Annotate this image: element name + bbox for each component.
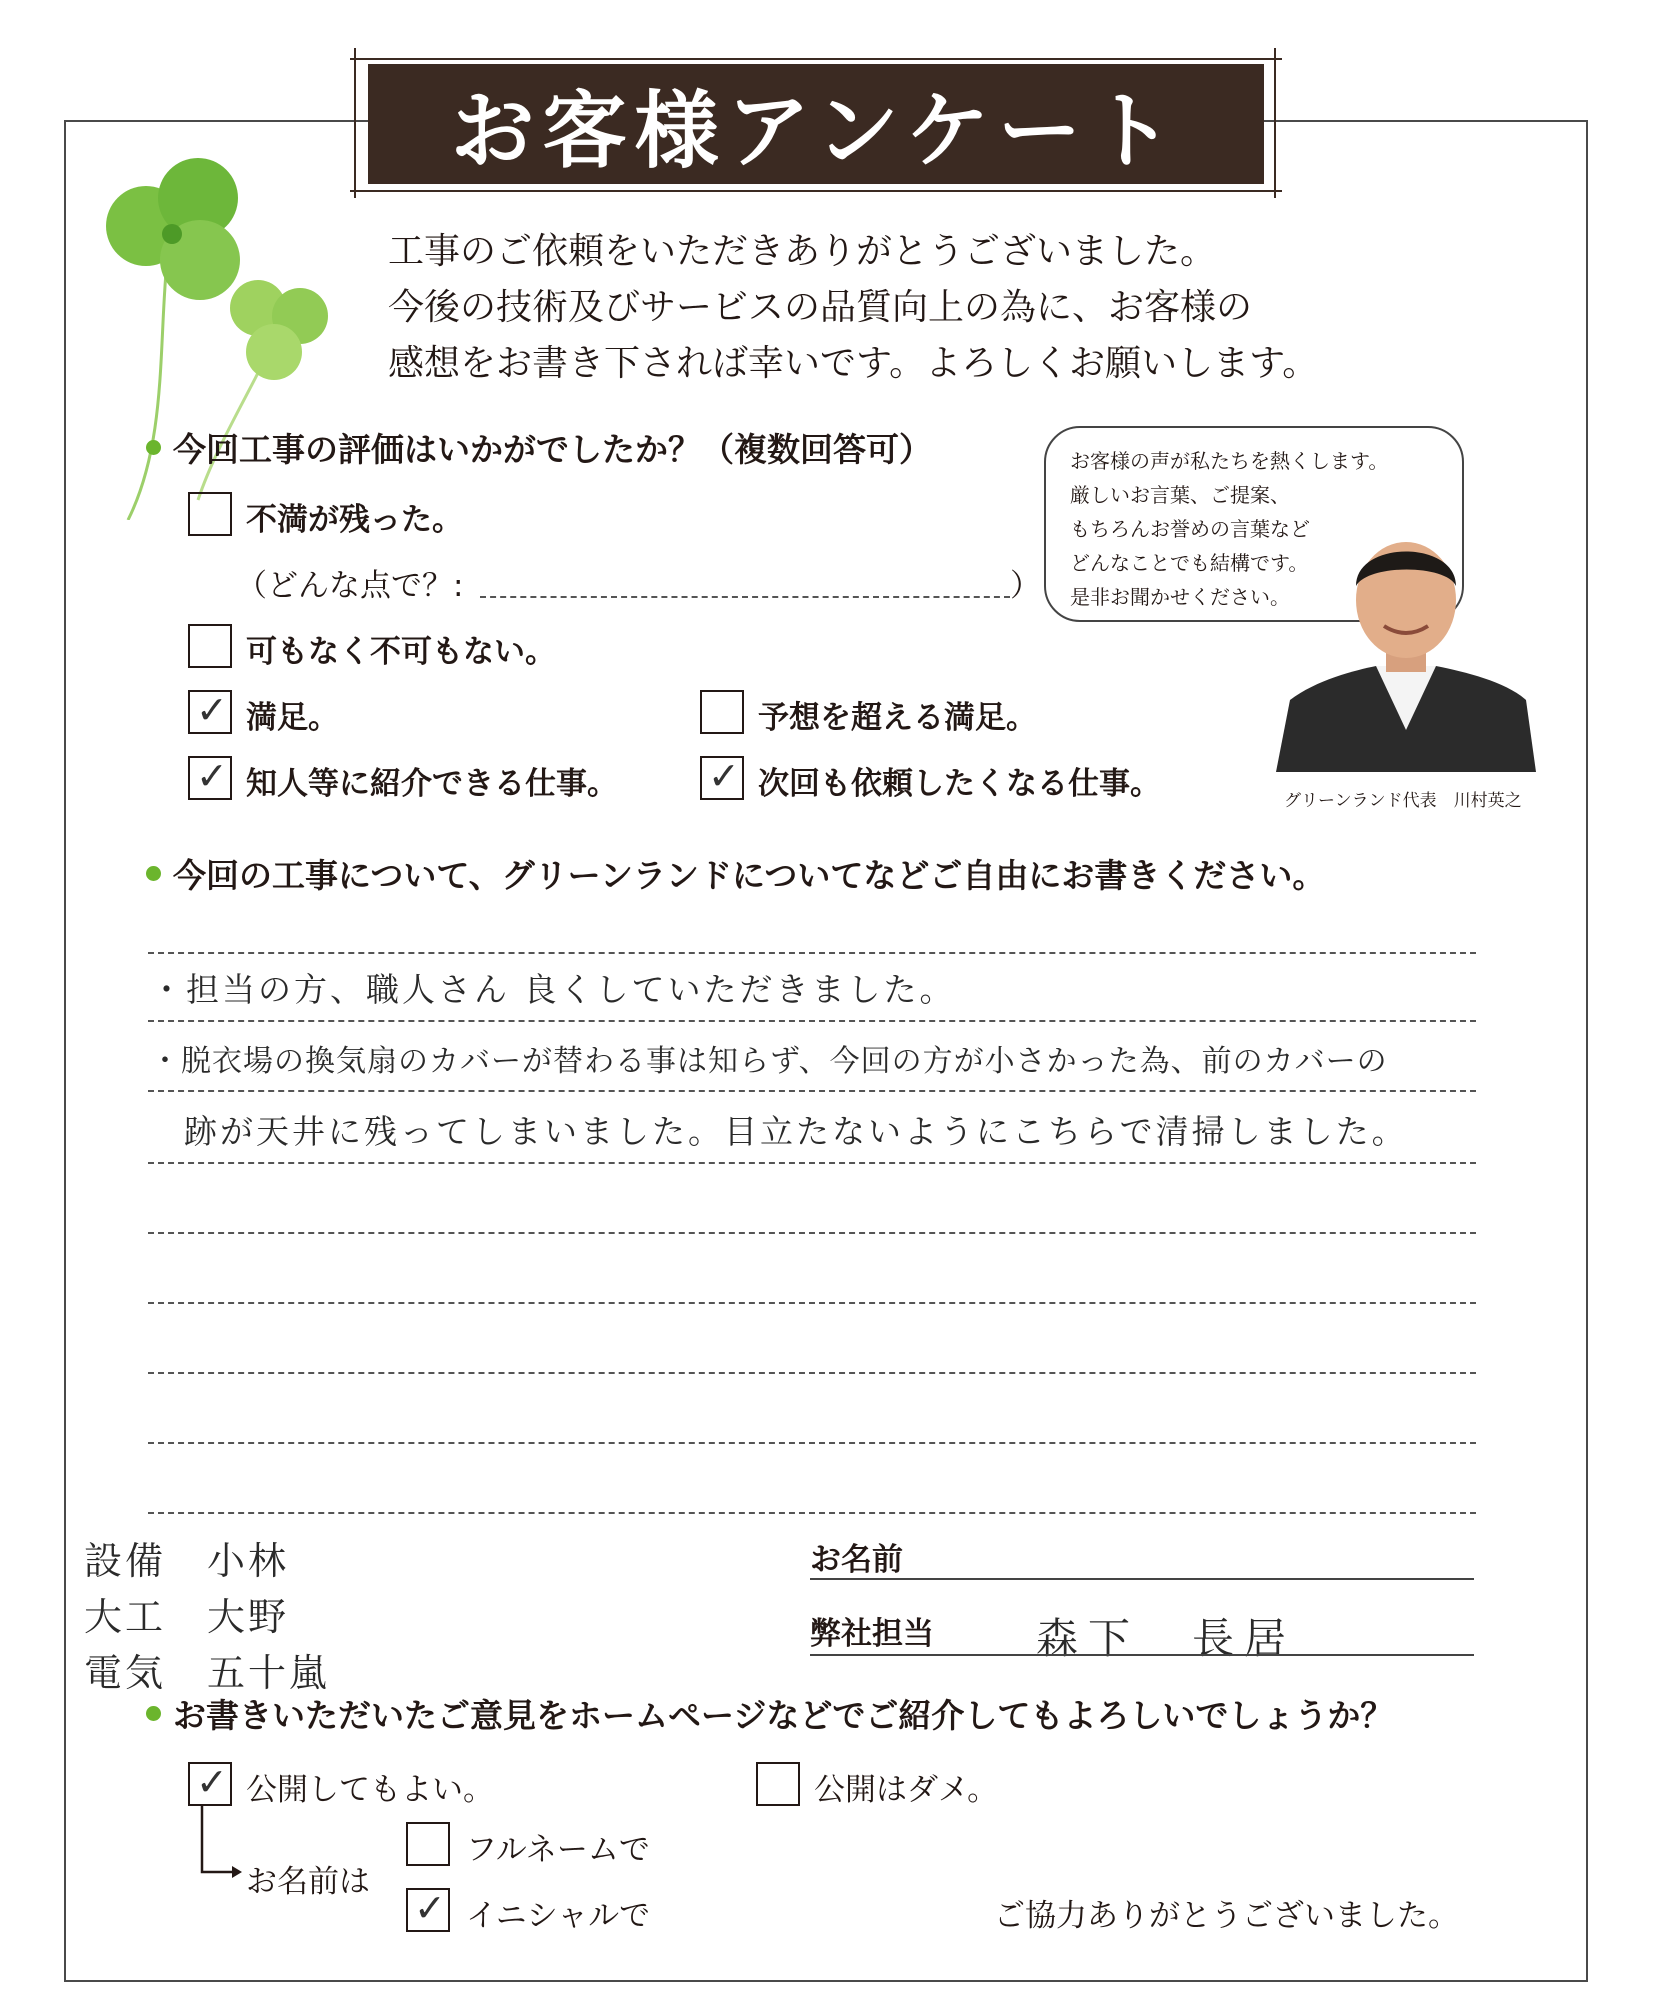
- q1-heading: 今回工事の評価はいかがでしたか？（複数回答可）: [146, 424, 932, 471]
- checkbox-beyond-expectation[interactable]: [700, 690, 744, 734]
- staff-label: 弊社担当: [810, 1616, 934, 1652]
- handwritten-answer-line: 跡が天井に残ってしまいました。目立たないようにこちらで清掃しました。: [184, 1112, 1408, 1151]
- intro-line: 感想をお書き下されば幸いです。よろしくお願いします。: [388, 343, 1319, 384]
- checkbox-request-again[interactable]: [700, 756, 744, 800]
- option-label: 公開してもよい。: [246, 1772, 494, 1808]
- writing-line: [148, 1090, 1476, 1092]
- bubble-line: どんなことでも結構です。: [1070, 551, 1309, 575]
- writing-line: [148, 1302, 1476, 1304]
- check-mark-icon: ✓: [196, 754, 228, 798]
- q3-heading: お書きいただいたご意見をホームページなどでご紹介してもよろしいでしょうか？: [146, 1690, 1393, 1737]
- page-title: お客様アンケート: [450, 81, 1182, 180]
- option-label: 知人等に紹介できる仕事。: [246, 766, 618, 802]
- bubble-line: 厳しいお言葉、ご提案、: [1070, 483, 1290, 507]
- staff-note: 大工 大野: [84, 1595, 290, 1639]
- representative-photo: [1276, 530, 1536, 772]
- option-label: 予想を超える満足。: [758, 700, 1037, 736]
- name-label: お名前: [810, 1542, 903, 1578]
- bullet-icon: [146, 1706, 161, 1721]
- staff-note: 電気 五十嵐: [84, 1651, 331, 1695]
- bubble-line: 是非お聞かせください。: [1070, 585, 1290, 609]
- bullet-icon: [146, 440, 161, 455]
- option-label: フルネームで: [466, 1832, 650, 1868]
- q2-heading: 今回の工事について、グリーンランドについてなどご自由にお書きください。: [146, 850, 1325, 897]
- branch-arrow-icon: [196, 1806, 246, 1880]
- staff-note: 設備 小林: [84, 1539, 290, 1583]
- intro-text: [388, 224, 1468, 392]
- detail-prompt: （どんな点で？:: [236, 568, 464, 604]
- writing-line: [148, 952, 1476, 954]
- option-label: 満足。: [246, 700, 339, 736]
- handwritten-answer-line: ・脱衣場の換気扇のカバーが替わる事は知らず、今回の方が小さかった為、前のカバーの: [150, 1044, 1388, 1079]
- option-label: 次回も依頼したくなる仕事。: [758, 766, 1161, 802]
- checkbox-fullname[interactable]: [406, 1822, 450, 1866]
- intro-line: 工事のご依頼をいただきありがとうございました。: [388, 231, 1217, 272]
- bubble-line: お客様の声が私たちを熱くします。: [1070, 449, 1389, 473]
- option-label: イニシャルで: [466, 1898, 651, 1934]
- checkbox-neutral[interactable]: [188, 624, 232, 668]
- writing-line: [148, 1512, 1476, 1514]
- name-as-label: お名前は: [246, 1864, 370, 1900]
- writing-line: [148, 1020, 1476, 1022]
- check-mark-icon: ✓: [196, 1760, 228, 1804]
- staff-field[interactable]: [810, 1654, 1474, 1656]
- title-banner: [350, 48, 1282, 198]
- check-mark-icon: ✓: [196, 688, 228, 732]
- writing-line: [148, 1372, 1476, 1374]
- option-label: 可もなく不可もない。: [246, 634, 556, 670]
- checkbox-publish-ok[interactable]: [188, 1762, 232, 1806]
- detail-close: ）: [1010, 568, 1041, 604]
- staff-name: 森下 長居: [1036, 1614, 1297, 1663]
- checkbox-satisfied[interactable]: [188, 690, 232, 734]
- option-label: 公開はダメ。: [814, 1772, 999, 1808]
- representative-caption: グリーンランド代表 川村英之: [1284, 791, 1522, 811]
- intro-line: 今後の技術及びサービスの品質向上の為に、お客様の: [388, 287, 1253, 328]
- check-mark-icon: ✓: [414, 1886, 446, 1930]
- checkbox-recommendable[interactable]: [188, 756, 232, 800]
- bubble-line: もちろんお誉めの言葉など: [1070, 517, 1310, 541]
- detail-field[interactable]: [480, 596, 1010, 598]
- writing-line: [148, 1232, 1476, 1234]
- checkbox-initial[interactable]: [406, 1888, 450, 1932]
- name-field[interactable]: [810, 1578, 1474, 1580]
- check-mark-icon: ✓: [708, 754, 740, 798]
- writing-line: [148, 1442, 1476, 1444]
- thanks-text: ご協力ありがとうございました。: [994, 1898, 1459, 1934]
- handwritten-answer-line: ・担当の方、職人さん 良くしていただきました。: [150, 970, 956, 1009]
- checkbox-publish-ng[interactable]: [756, 1762, 800, 1806]
- option-label: 不満が残った。: [246, 502, 463, 538]
- checkbox-dissatisfied[interactable]: [188, 492, 232, 536]
- writing-line: [148, 1162, 1476, 1164]
- bullet-icon: [146, 866, 161, 881]
